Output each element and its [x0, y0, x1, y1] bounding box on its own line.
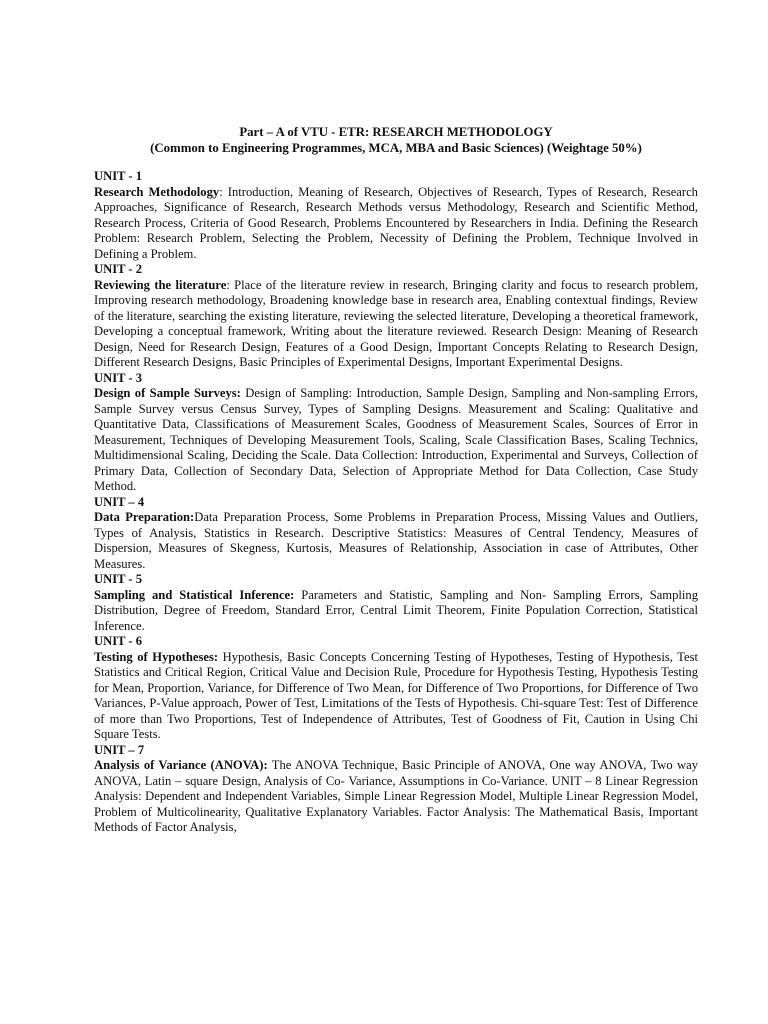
- unit-body: [94, 386, 698, 495]
- unit-body: [94, 185, 698, 263]
- unit-description: Data Preparation Process, Some Problems in Preparation Process, Missing Values and Outliers, Types of Analysis, Statistics in Research. Descriptive Statistics: Measures of Central Tendency, Measures of Dispersion, Measures of Skegness, Kurtosis, Measures of Relationship, Association in case of Attributes, Other Measures.: [94, 510, 698, 571]
- unit-topic: Reviewing the literature: [94, 277, 227, 292]
- unit-description: Design of Sampling: Introduction, Sample Design, Sampling and Non-sampling Errors, Sample Survey versus Census Survey, Types of Sampling Designs. Measurement and Scaling: Qualitative and Quantitative Data, Classifications of Measurement Scales, Goodness of Measurement Scales, Sources of Error in Measurement, Techniques of Developing Measurement Tools, Scaling, Scale Classification Bases, Scaling Technics, Multidimensional Scaling, Deciding the Scale. Data Collection: Introduction, Experimental and Surveys, Collection of Primary Data, Collection of Secondary Data, Selection of Appropriate Method for Data Collection, Case Study Method.: [94, 386, 698, 493]
- unit-description: : Place of the literature review in research, Bringing clarity and focus to research problem, Improving research methodology, Broadening knowledge base in research area, Enabling contextual findings, Review of the literature, searching the existing literature, reviewing the selected literature, Developing a theoretical framework, Developing a conceptual framework, Writing about the literature reviewed. Research Design: Meaning of Research Design, Need for Research Design, Features of a Good Design, Important Concepts Relating to Research Design, Different Research Designs, Basic Principles of Experimental Designs, Important Experimental Designs.: [94, 277, 698, 369]
- unit-heading: UNIT - 3: [94, 370, 143, 385]
- unit-heading: UNIT – 4: [94, 494, 145, 509]
- document-title: Part – A of VTU - ETR: RESEARCH METHODOLOGY: [239, 125, 553, 139]
- unit-body: [94, 650, 698, 743]
- unit-description: : Introduction, Meaning of Research, Objectives of Research, Types of Research, Research Approaches, Significance of Research, Research Methods versus Methodology, Research and Scientific Method, Research Process, Criteria of Good Research, Problems Encountered by Researchers in India. Defining the Research Problem: Research Problem, Selecting the Problem, Necessity of Defining the Problem, Technique Involved in Defining a Problem.: [94, 184, 698, 261]
- unit-heading: UNIT – 7: [94, 742, 145, 757]
- unit-section: [94, 743, 698, 836]
- unit-heading: UNIT - 6: [94, 634, 143, 648]
- document-subtitle: (Common to Engineering Programmes, MCA, MBA and Basic Sciences) (Weightage 50%): [150, 140, 642, 155]
- unit-section: [94, 371, 698, 495]
- document-content: [94, 125, 698, 836]
- unit-topic: Research Methodology: [94, 184, 220, 199]
- unit-body: [94, 278, 698, 371]
- unit-section: [94, 572, 698, 634]
- unit-topic: Analysis of Variance (ANOVA):: [94, 758, 268, 772]
- unit-section: [94, 262, 698, 371]
- unit-description: The ANOVA Technique, Basic Principle of ANOVA, One way ANOVA, Two way ANOVA, Latin – square Design, Analysis of Co- Variance, Assumptions in Co-Variance. UNIT – 8 Linear Regression Analysis: Dependent and Independent Variables, Simple Linear Regression Model, Multiple Linear Regression Model, Problem of Multicolinearity, Qualitative Explanatory Variables. Factor Analysis: The Mathematical Basis, Important Methods of Factor Analysis,: [94, 758, 699, 834]
- unit-topic: Design of Sample Surveys:: [94, 386, 241, 400]
- unit-description: Hypothesis, Basic Concepts Concerning Testing of Hypotheses, Testing of Hypothesis, Test Statistics and Critical Region, Critical Value and Decision Rule, Procedure for Hypothesis Testing, Hypothesis Testing for Mean, Proportion, Variance, for Difference of Two Mean, for Difference of Two Proportions, for Difference of Two Variances, P-Value approach, Power of Test, Limitations of the Tests of Hypothesis. Chi-square Test: Test of Difference of more than Two Proportions, Test of Independence of Attributes, Test of Goodness of Fit, Caution in Using Chi Square Tests.: [94, 649, 698, 741]
- unit-body: [94, 510, 698, 572]
- unit-topic: Testing of Hypotheses:: [94, 649, 219, 664]
- units-list: [94, 169, 698, 836]
- unit-body: [94, 588, 698, 635]
- unit-body: [94, 758, 698, 836]
- unit-description: Parameters and Statistic, Sampling and Non- Sampling Errors, Sampling Distribution, Degree of Freedom, Standard Error, Central Limit Theorem, Finite Population Correction, Statistical Inference.: [94, 587, 698, 633]
- unit-heading: UNIT - 2: [94, 262, 143, 276]
- unit-topic: Sampling and Statistical Inference:: [94, 587, 295, 602]
- unit-heading: UNIT - 5: [94, 572, 143, 586]
- unit-section: [94, 634, 698, 743]
- unit-heading: UNIT - 1: [94, 169, 143, 183]
- unit-topic: Data Preparation:: [94, 510, 195, 524]
- unit-section: [94, 495, 698, 573]
- unit-section: [94, 169, 698, 262]
